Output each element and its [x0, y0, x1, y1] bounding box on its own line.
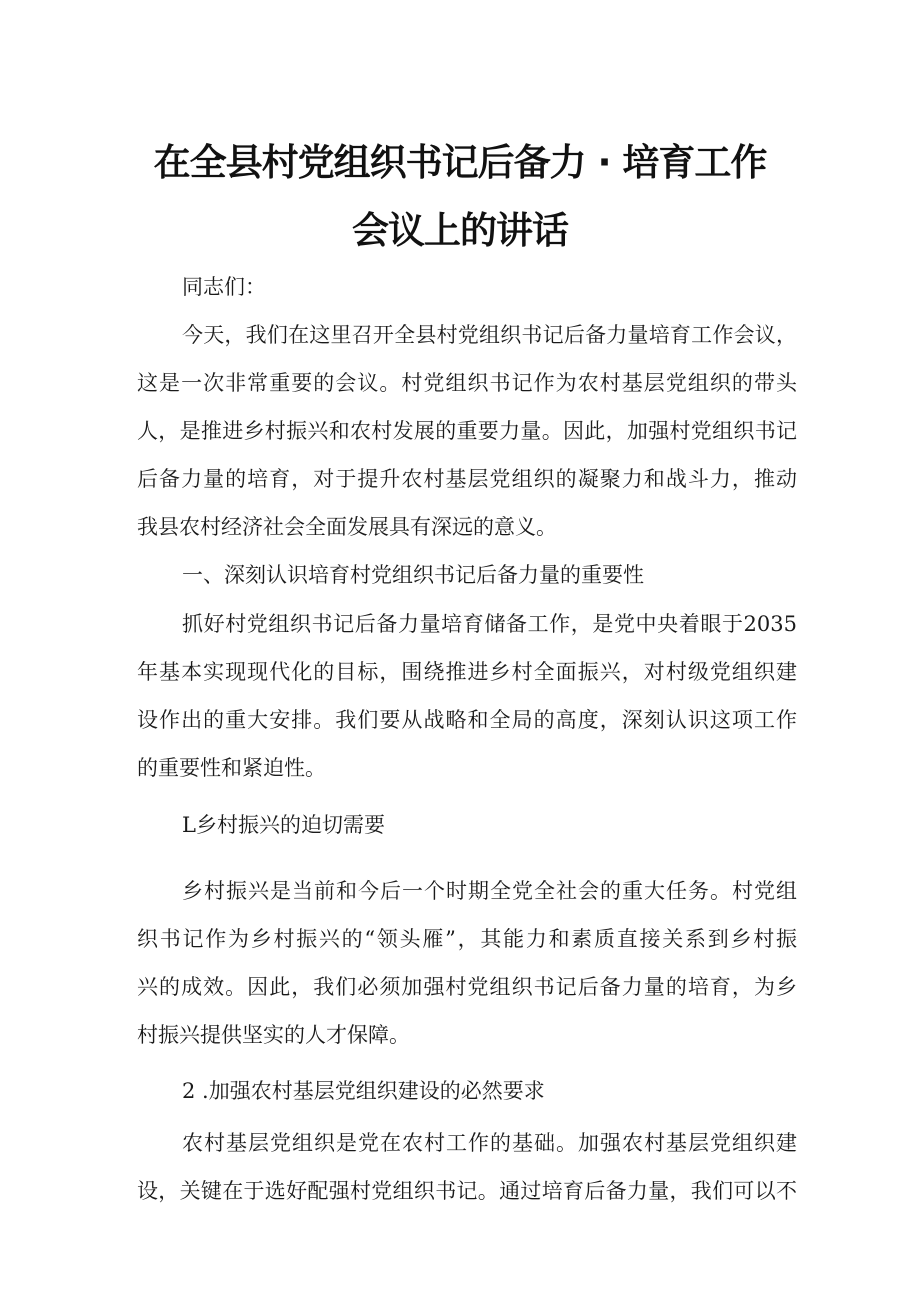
paragraph-line: 这是一次非常重要的会议。村党组织书记作为农村基层党组织的带头	[137, 371, 797, 395]
subsection-heading: 2 .加强农村基层党组织建设的必然要求	[182, 1079, 545, 1103]
document-title-line-1: 在全县村党组织书记后备力 · 培育工作	[153, 141, 767, 184]
subsection-heading: L乡村振兴的迫切需要	[182, 813, 385, 837]
paragraph-line: 设，关键在于选好配强村党组织书记。通过培育后备力量，我们可以不	[137, 1179, 797, 1203]
paragraph-line: 后备力量的培育，对于提升农村基层党组织的凝聚力和战斗力，推动	[137, 467, 797, 491]
paragraph-line: 年基本实现现代化的目标，围绕推进乡村全面振兴，对村级党组织建	[137, 660, 797, 684]
paragraph-line: 今天，我们在这里召开全县村党组织书记后备力量培育工作会议，	[182, 323, 797, 347]
paragraph-line: 我县农村经济社会全面发展具有深远的意义。	[137, 515, 557, 539]
document-title-line-2: 会议上的讲话	[352, 209, 568, 252]
paragraph-line: 织书记作为乡村振兴的“领头雁”，其能力和素质直接关系到乡村振	[137, 927, 797, 951]
salutation: 同志们：	[182, 275, 266, 299]
section-heading: 一、深刻认识培育村党组织书记后备力量的重要性	[182, 563, 644, 587]
paragraph-line: 兴的成效。因此，我们必须加强村党组织书记后备力量的培育，为乡	[137, 975, 797, 999]
paragraph-line: 村振兴提供坚实的人才保障。	[137, 1023, 410, 1047]
paragraph-line: 的重要性和紧迫性。	[137, 756, 326, 780]
paragraph-line: 抓好村党组织书记后备力量培育储备工作，是党中央着眼于2035	[182, 612, 797, 636]
paragraph-line: 农村基层党组织是党在农村工作的基础。加强农村基层党组织建	[182, 1131, 797, 1155]
paragraph-line: 设作出的重大安排。我们要从战略和全局的高度，深刻认识这项工作	[137, 708, 797, 732]
paragraph-line: 乡村振兴是当前和今后一个时期全党全社会的重大任务。村党组	[182, 879, 797, 903]
paragraph-line: 人，是推进乡村振兴和农村发展的重要力量。因此，加强村党组织书记	[137, 419, 797, 443]
